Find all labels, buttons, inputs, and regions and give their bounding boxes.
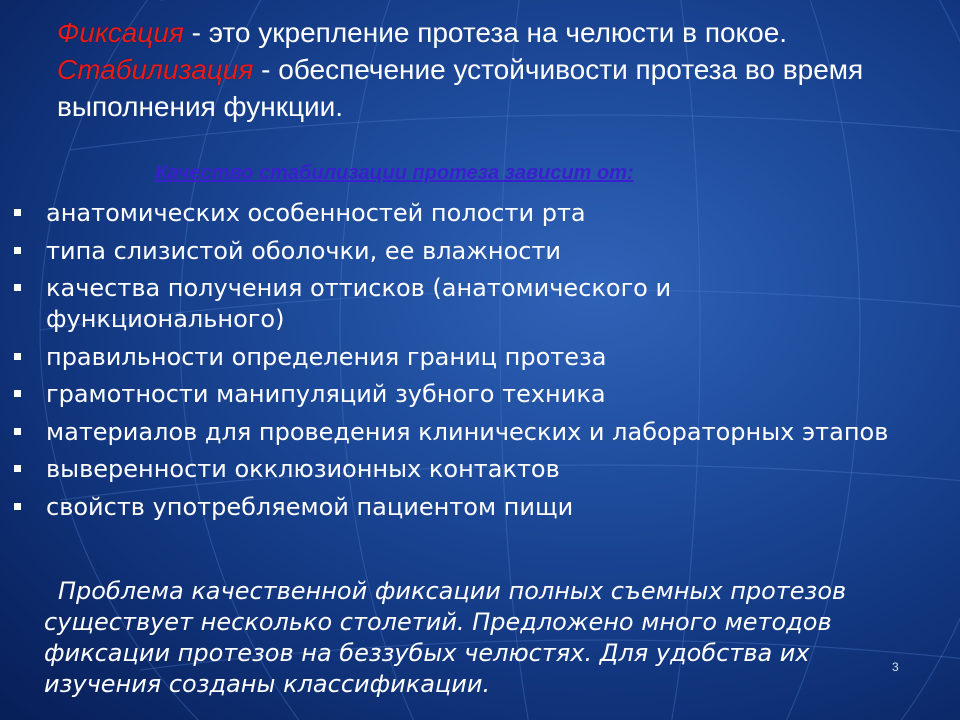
square-bullet-icon (14, 503, 21, 510)
factor-text: типа слизистой оболочки, ее влажности (46, 236, 562, 265)
fixation-definition (57, 14, 917, 51)
factor-text: свойств употребляемой пациентом пищи (46, 492, 574, 521)
definitions-block (57, 14, 917, 125)
square-bullet-icon (14, 465, 21, 472)
factors-subheading: Качество стабилизации протеза зависит от: (155, 162, 634, 184)
factor-text: анатомических особенностей полости рта (46, 199, 586, 227)
list-item (12, 273, 892, 335)
stabilization-definition (57, 51, 917, 125)
conclusion-paragraph: Проблема качественной фиксации полных съемных протезов существует несколько столетий. Предложено много методов фиксации протезов на беззубых челюстях. Для удобства их изучения созданы классификации. (44, 577, 847, 698)
factor-text: выверенности окклюзионных контактов (46, 455, 560, 483)
factor-text: материалов для проведения клинических и лабораторных этапов (46, 417, 889, 446)
list-item (12, 198, 892, 229)
list-item (12, 236, 892, 267)
square-bullet-icon (14, 390, 21, 397)
list-item (12, 417, 892, 448)
factor-text: правильности определения границ протеза (46, 342, 607, 371)
square-bullet-icon (14, 428, 21, 435)
list-item (12, 492, 892, 523)
fixation-definition-text: - это укрепление протеза на челюсти в покое. (183, 17, 788, 48)
factor-text: качества получения оттисков (анатомического и функционального) (46, 274, 672, 333)
factors-list (12, 198, 892, 529)
square-bullet-icon (14, 284, 21, 291)
square-bullet-icon (14, 209, 21, 216)
square-bullet-icon (14, 353, 21, 360)
slide-number: 3 (892, 660, 899, 674)
square-bullet-icon (14, 247, 21, 254)
list-item (12, 342, 892, 373)
stabilization-definition-text: - обеспечение устойчивости протеза во время выполнения функции. (57, 54, 864, 122)
list-item (12, 454, 892, 485)
factor-text: грамотности манипуляций зубного техника (46, 380, 606, 408)
fixation-term: Фиксация (57, 17, 184, 48)
stabilization-term: Стабилизация (57, 54, 254, 85)
list-item (12, 379, 892, 410)
